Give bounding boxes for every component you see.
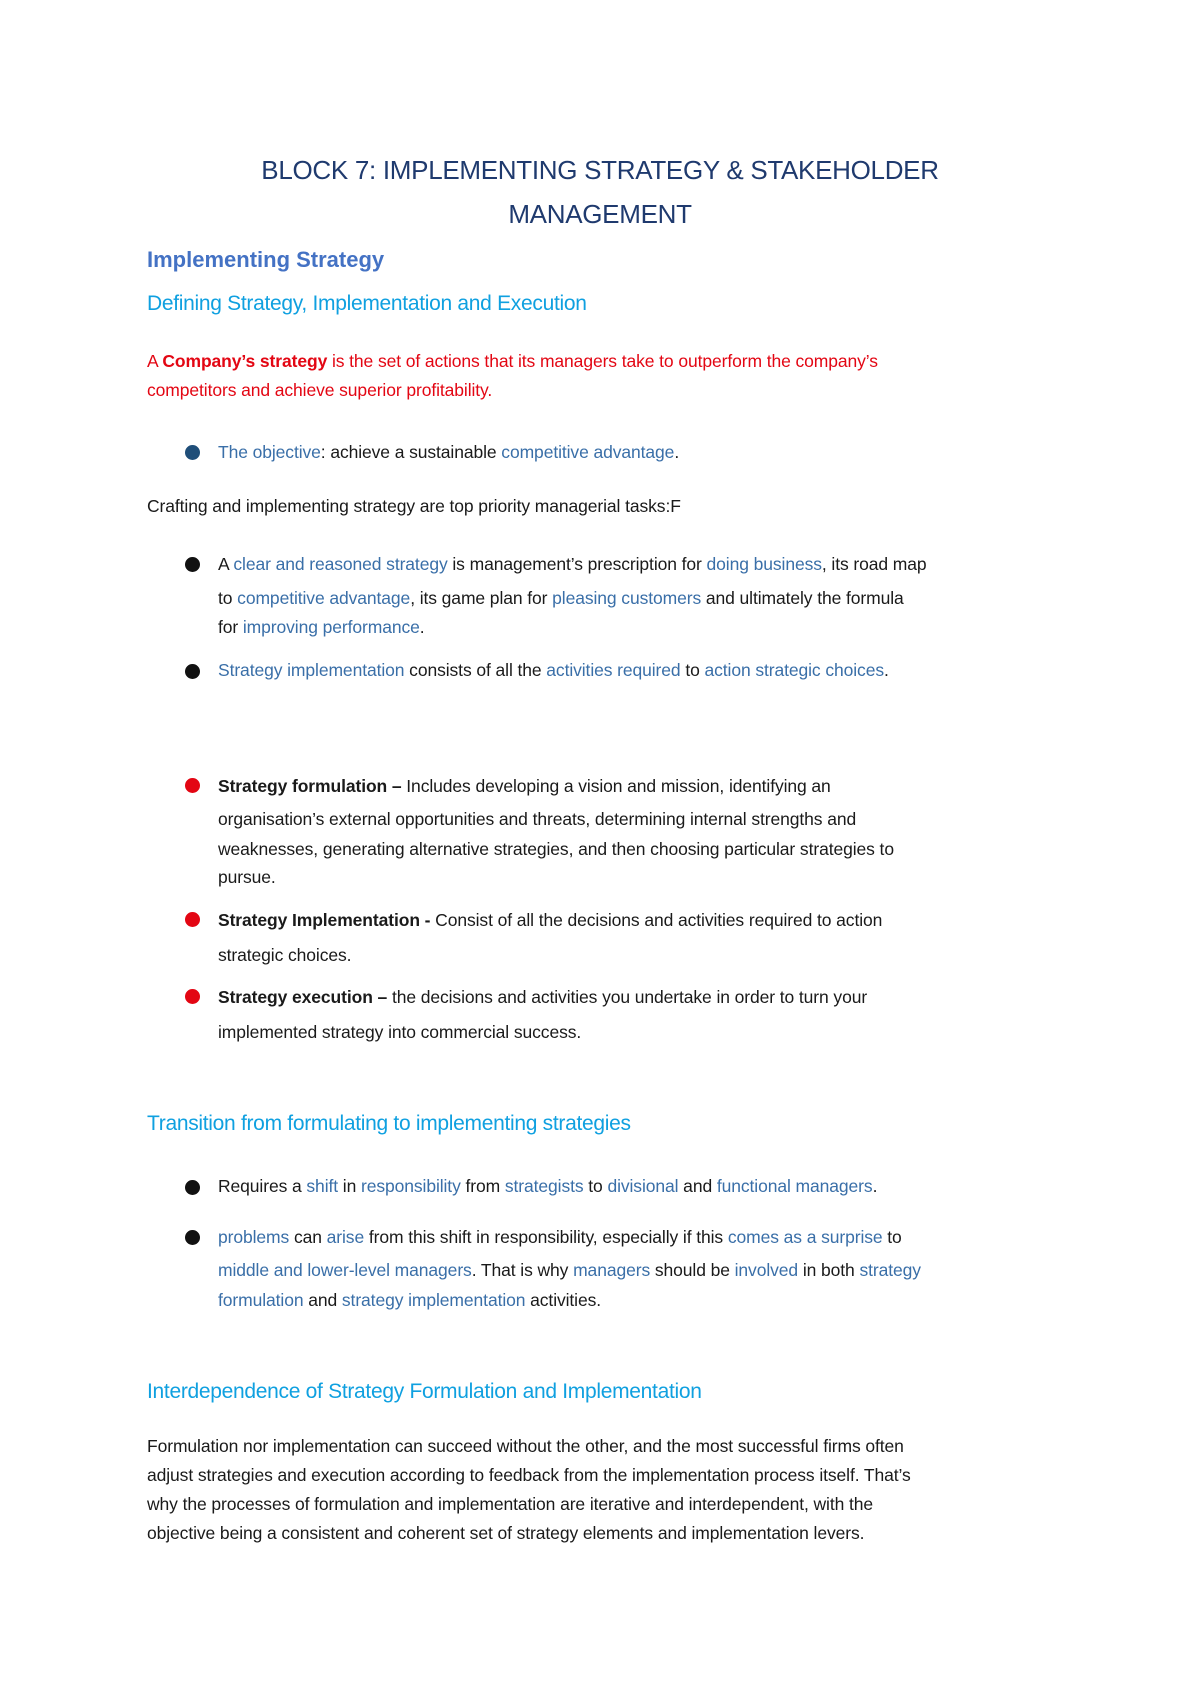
execution-item: Strategy execution – the decisions and activities you undertake in order to turn your implemented strategy into commercial success. xyxy=(218,987,868,1042)
bullet-dot xyxy=(185,664,200,679)
title-line-2: MANAGEMENT xyxy=(508,199,692,229)
clear-strategy-item: A clear and reasoned strategy is management’s prescription for doing business, its road map to competitive advantage, its game plan for pleasing customers and ultimately the formula for improving performance. xyxy=(218,554,927,637)
bullet-dot xyxy=(185,445,200,460)
section-heading: Implementing Strategy xyxy=(147,247,385,272)
interdependence-heading: Interdependence of Strategy Formulation and Implementation xyxy=(147,1380,702,1403)
shift-item: Requires a shift in responsibility from strategists to divisional and functional managers. xyxy=(218,1176,878,1196)
bullet-dot xyxy=(185,1180,200,1195)
crafting-text: Crafting and implementing strategy are top priority managerial tasks:F xyxy=(147,496,681,516)
company-strategy-term: Company’s strategy xyxy=(162,351,328,371)
strategy-definition: A Company’s strategy is the set of actions that its managers take to outperform the company’s competitors and achieve superior profitability. xyxy=(147,351,878,400)
title-line-1: BLOCK 7: IMPLEMENTING STRATEGY & STAKEHOLDER xyxy=(261,155,939,185)
bullet-dot xyxy=(185,989,200,1004)
bullet-dot xyxy=(185,1230,200,1245)
defining-heading: Defining Strategy, Implementation and Execution xyxy=(147,292,587,315)
bullet-dot xyxy=(185,557,200,572)
transition-heading: Transition from formulating to implementing strategies xyxy=(147,1112,631,1135)
bullet-dot xyxy=(185,778,200,793)
implementation-definition-item: Strategy Implementation - Consist of all the decisions and activities required to action strategic choices. xyxy=(218,910,883,965)
objective-item: The objective: achieve a sustainable competitive advantage. xyxy=(218,442,680,462)
formulation-item: Strategy formulation – Includes developing a vision and mission, identifying an organisation’s external opportunities and threats, determining internal strengths and weaknesses, generating alternative strategies, and then choosing particular strategies to pursue. xyxy=(218,776,894,887)
bullet-dot xyxy=(185,912,200,927)
document-title xyxy=(160,148,1040,236)
problems-item: problems can arise from this shift in responsibility, especially if this comes as a surprise to middle and lower-level managers. That is why managers should be involved in both strategy formulation and strategy implementation activities. xyxy=(218,1227,921,1310)
implementation-item: Strategy implementation consists of all the activities required to action strategic choices. xyxy=(218,660,889,680)
interdependence-paragraph: Formulation nor implementation can succeed without the other, and the most successful firms often adjust strategies and execution according to feedback from the implementation process itself. That’s why the processes of formulation and implementation are iterative and interdependent, with the objective being a consistent and coherent set of strategy elements and implementation levers. xyxy=(147,1436,911,1543)
